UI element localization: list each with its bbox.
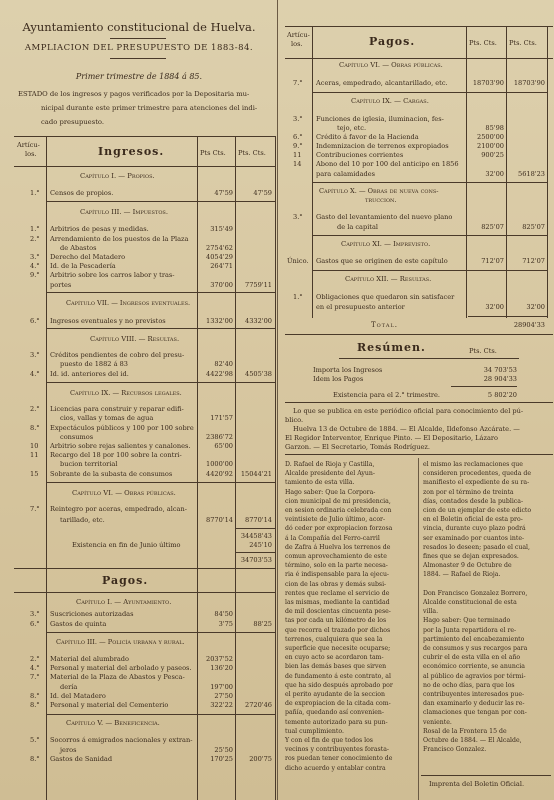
printer-imprint: Imprenta del Boletin Oficial.: [429, 780, 525, 788]
edict-line: fines que se dejan expresados.: [423, 553, 519, 560]
intro-line-1: ESTADO de los ingresos y pagos verificados por la Depositaria mu-: [18, 90, 250, 98]
edict-line: Francisco Gonzalez.: [423, 746, 487, 754]
edict-line: económico corriente, se anuncia: [423, 663, 525, 671]
edict-line: Alcalde constitucional de esta: [423, 599, 517, 606]
edict-line: resados lo deseen; pasado el cual,: [423, 543, 531, 551]
edict-line: partimiento del encabezamiento: [423, 635, 525, 643]
pagos-heading: Pagos.: [102, 574, 149, 587]
edict-line: no de ocho días, para que los: [423, 681, 515, 689]
edict-line: villa.: [423, 608, 439, 616]
resumen-heading: Resúmen.: [357, 341, 426, 354]
col-header-pts-1: Pts Cts.: [200, 149, 226, 157]
edict-line: tamiento de esta villa.: [285, 479, 355, 487]
chapter-heading: Capítulo I. — Ayuntamiento.: [76, 598, 172, 606]
edict-line: el mismo las reclamaciones que: [423, 461, 523, 468]
col-header-articulos: Artícu-: [17, 141, 40, 149]
edict-line: á la Compañía del Ferro-carril: [285, 534, 380, 542]
edict-line: cion municipal de mi presidencia,: [285, 497, 391, 505]
edict-line: clamaciones que tengan por con-: [423, 709, 527, 717]
edict-line: terrenos, cualquiera que sea la: [285, 635, 383, 643]
chapter-heading: Capítulo IX. — Recursos legales.: [70, 389, 182, 397]
edict-line: tas por cada un kilómetro de los: [285, 617, 387, 625]
entry-desc: Censos de propios.: [50, 189, 114, 197]
chapter-heading: Capítulo III. — Policía urbana y rural.: [56, 638, 185, 646]
payments-total-label: Total.: [371, 321, 398, 329]
edict-line: vecinos y contribuyentes forasta-: [285, 746, 389, 754]
edict-line: Octubre de 1884. — El Alcalde,: [423, 737, 522, 744]
chapter-heading: Capítulo VII. — Ingresos eventuales.: [66, 299, 191, 307]
title-ornament: [110, 38, 166, 39]
edict-line: en cuyo acto se acordaron tam-: [285, 654, 384, 662]
chapter-heading: Capítulo VI. — Obras públicas.: [339, 61, 443, 69]
budget-subtitle: AMPLIACION DEL PRESUPUESTO DE 1883-84.: [24, 43, 254, 53]
edict-line: Hago saber: Que terminado: [423, 617, 511, 625]
edict-line: ros puedan tener conocimiento de: [285, 755, 393, 763]
edict-line: por la Junta repartidora el re-: [423, 626, 517, 634]
edict-line: cion de un ejemplar de este edicto: [423, 507, 532, 514]
edict-line: vincia, durante cuyo plazo podrá: [423, 525, 526, 533]
edict-line: bien las demás bases que sirven: [285, 663, 387, 671]
trimester-title: Primer trimestre de 1884 á 85.: [75, 72, 203, 81]
table-header-rule: [14, 166, 276, 167]
edict-line: de expropiacion de la citada com-: [285, 700, 391, 708]
edict-line: manifiesto el expediente de su ra-: [423, 479, 530, 487]
edict-line: Don Francisco Gonzalez Borrero,: [423, 589, 528, 597]
edict-line: Alcalde presidente del Ayun-: [285, 470, 375, 478]
edict-line: de Zafra á Huelva los terrenos de: [285, 543, 391, 551]
edict-line: las mismas, mediante la cantidad: [285, 599, 390, 606]
edict-line: contribuyentes interesados pue-: [423, 691, 525, 698]
edict-line: el perito ayudante de la seccion: [285, 691, 385, 698]
col-header-pts-2: Pts. Cts.: [238, 149, 266, 157]
edict-line: en sesion ordinaria celebrada con: [285, 507, 392, 514]
income-total: 34703'53: [240, 556, 272, 564]
chapter-heading: Capítulo XII. — Resultas.: [345, 275, 432, 283]
chapter-heading: Capítulo XI. — Imprevisto.: [341, 240, 431, 248]
income-subtotal: 34458'43: [240, 532, 272, 540]
edict-line: de fundamento á este contrato, al: [285, 672, 391, 680]
edict-line: Hago saber: Que la Corpora-: [285, 488, 376, 496]
edict-line: días, contados desde la publica-: [423, 497, 524, 505]
edict-line: rentes que reclame el servicio de: [285, 589, 390, 597]
subtitle-ornament: [110, 58, 166, 59]
edict-line: de mil doscientas cincuenta pese-: [285, 608, 391, 616]
edict-line: temente autorizado para su pun-: [285, 718, 388, 726]
edict-line: que recorra el trazado por dichos: [285, 626, 391, 634]
edict-line: en el Boletin oficial de esta pro-: [423, 516, 523, 524]
municipality-title: Ayuntamiento constitucional de Huelva.: [22, 20, 256, 34]
edict-line: veintisiete de Julio último, acor-: [285, 516, 386, 524]
edict-line: cion de las obras y demás subsi-: [285, 580, 387, 588]
chapter-heading: Capítulo I. — Propios.: [80, 172, 155, 180]
edict-line: 1884. — Rafael de Rioja.: [423, 571, 501, 579]
edict-line: superficie que necesite ocuparse;: [285, 645, 391, 652]
edict-line: tual cumplimiento.: [285, 727, 344, 735]
right-column: Artícu- los. Pagos. Pts. Cts. Pts. Cts. Capítulo VI. — Obras públicas. 7.° Aceras, empedrado, alcantarillado, etc. 18703'90 18703'90 Capítulo IX. — Cargas. 3.° Funciones de iglesia, iluminacion, fes- tejo, etc. 85'98 6.° Crédito á favor de la Hacienda 2500'00 9.° Indemnizacion de terrenos expropiados 2100'00 11 Contribuciones corrientes 900'25 14 Abono del 10 por 100 del anticipo en 1856 para calamidades 32'00 5618'23 Capítulo X. — Obras de nueva cons- truccion. 3.° Gasto del levantamiento del nuevo plano de la capital 825'07 825'07 Capítulo XI. — Imprevisto. Único. Gastos que se originen de este capítulo 712'07 712'07 Capítulo XII. — Resultas. 1.° Obligaciones que quedaron sin satisfacer en el presupuesto anterior 32'00 32'00 Total. 28904'33 Resúmen. Pts. Cts. Importa los Ingresos 34 703'53 Idem los Pagos 28 904'33 Existencia para el 2.° trimestre. 5 802'20 Lo que se publica en este periódico oficial para conocimiento del pú- blico. Huelva 13 de Octubre de 1884. — El Alcalde, Ildefonso Azcárate. — El Regidor Interventor, Enrique Pinto. — El Depositario, Lázaro Garzon. — El Secretario, Tomás Rodríguez. D. Rafael de Rioja y Castilla, Alcalde presidente del Ayun- tamiento de esta villa. Hago saber: Que la Corpora- cion municipal de mi presidencia, en sesion ordinaria celebrada con veintisiete de Julio último, acor- dó ceder por expropiacion forzosa á la Compañía del Ferro-carril de Zafra á Huelva los terrenos de comun aprovechamiento de este término, solo en la parte necesa- ria é indispensable para la ejecu- cion de las obras y demás subsi- rentes que reclame el servicio de las mismas, mediante la cantidad de mil doscientas cincuenta pese- tas por cada un kilómetro de los que recorra el trazado por dichos terrenos, cualquiera que sea la superficie que necesite ocuparse; en cuyo acto se acordaron tam- bien las demás bases que sirven de fundamento á este contrato, al que ha sido después aprobado por el perito ayudante de la seccion de expropiacion de la citada com- pañía, quedando así convenien- temente autorizado para su pun- tual cumplimiento. Y con el fin de que todos los vecinos y contribuyentes forasta- ros puedan tener conocimiento de dicho acuerdo y entablar contra el mismo las reclamaciones que consideren procedentes, queda de manifiesto el expediente de su ra- zon por el término de treinta días, contados desde la publica- cion de un ejemplar de este edicto en el Boletin oficial de esta pro- vincia, durante cuyo plazo podrá ser examinado por cuantos inte- resados lo deseen; pasado el cual, fines que se dejan expresados. Almonaster 9 de Octubre de 1884. — Rafael de Rioja. Don Francisco Gonzalez Borrero, Alcalde constitucional de esta villa. Hago saber: Que terminado por la Junta repartidora el re- partimiento del encabezamiento de consumos y sus recargos para cubrir el de esta villa en el año económico corriente, se anuncia al público de agravios por térmi- no de ocho días, para que los contribuyentes interesados pue- dan examinarlo y deducir las re- clamaciones que tengan por con- veniente. Rosal de la Frontera 15 de Octubre de 1884. — El Alcalde, Francisco Gonzalez. Imprenta del Boletin Oficial.: [279, 0, 554, 800]
col-header-ingresos: Ingresos.: [98, 145, 165, 158]
edict-line: de consumos y sus recargos para: [423, 645, 528, 652]
edict-line: dan examinarlo y deducir las re-: [423, 700, 525, 708]
edict-line: pañía, quedando así convenien-: [285, 709, 384, 717]
edict-line: ria é indispensable para la ejecu-: [285, 571, 390, 579]
chapter-heading: Capítulo IX. — Cargas.: [351, 97, 429, 105]
edict-line: Y con el fin de que todos los: [285, 737, 373, 744]
chapter-heading: Capítulo VI. — Obras públicas.: [72, 489, 176, 497]
edict-line: dicho acuerdo y entablar contra: [285, 764, 386, 772]
edict-line: D. Rafael de Rioja y Castilla,: [285, 461, 375, 468]
edict-line: ser examinado por cuantos inte-: [423, 534, 525, 542]
edict-line: comun aprovechamiento de este: [285, 553, 387, 560]
edict-line: zon por el término de treinta: [423, 488, 514, 496]
left-column: Ayuntamiento constitucional de Huelva. AMPLIACION DEL PRESUPUESTO DE 1883-84. Primer trimestre de 1884 á 85. ESTADO de los ingresos y pagos verificados por la Depositaria mu- nicipal durante este primer trimestre para atenciones del indi- cado presupuesto. Artícu- los. Ingresos. Pts Cts. Pts. Cts. Capítulo I. — Propios. 1.° Censos de propios. 47'59 47'59 Capítulo III. — Impuestos. 1.° Arbitrios de pesas y medidas. 315'49 2.° Arrendamiento de los puestos de la Plaza de Abastos 2754'62 3.° Derecho del Matadero 4054'29 4.° Id. de la Pescadería 264'71 9.° Arbitrio sobre los carros labor y tras- portes 370'00 7759'11 Capítulo VII. — Ingresos eventuales. 6.° Ingresos eventuales y no previstos 1332'00 4332'00 Capítulo VIII. — Resultas. 3.° Créditos pendientes de cobro del presu- puesto de 1882 á 83 82'40 4.° Id. id. anteriores del id. 4422'98 4505'38 Capítulo IX. — Recursos legales. 2.° Licencias para construir y reparar edifi- cios, vallas y tomas de agua 171'57 8.° Expectáculos públicos y 100 por 100 sobre consumos 2386'72 10 Arbitrio sobre rejas salientes y canalones. 65'00 11 Recargo del 18 por 100 sobre la contri- bucion territorial 1000'00 15 Sobrante de la subasta de consumos 4420'92 15044'21 Capítulo VI. — Obras públicas. 7.° Reintegro por aceras, empedrado, alcan- tarillado, etc. 8770'14 8770'14 34458'43 Existencia en fin de Junio último 245'10 34703'53 Pagos. Capítulo I. — Ayuntamiento. 3.° Suscriciones autorizadas 84'50 6.° Gastos de quinta 3'75 88'25 Capítulo III. — Policía urbana y rural. 2.° Material del alumbrado 2037'52 4.° Personal y material del arbolado y paseos. 136'20 7.° Material de la Plaza de Abastos y Pesca- dería 197'00 8.° Id. del Matadero 27'50 8.° Personal y material del Cementerio 322'22 2720'46 Capítulo V. — Beneficencia. 5.° Socorros á emigrados nacionales y extran- jeros 25'50 8.° Gastos de Sanidad 170'25 200'75: [0, 0, 278, 800]
pagos-heading: Pagos.: [369, 35, 416, 48]
edict-line: cubrir el de esta villa en el año: [423, 654, 521, 662]
edict-line: al público de agravios por térmi-: [423, 672, 526, 680]
chapter-heading: Capítulo V. — Beneficencia.: [66, 719, 160, 727]
edict-line: veniente.: [423, 718, 452, 726]
chapter-heading: Capítulo III. — Impuestos.: [80, 208, 169, 216]
edict-line: Rosal de la Frontera 15 de: [423, 727, 507, 735]
edict-line: que ha sido después aprobado por: [285, 681, 393, 689]
edict-line: dó ceder por expropiacion forzosa: [285, 525, 393, 533]
existence-label: Existencia en fin de Junio último: [72, 541, 181, 549]
table-top-rule: [14, 136, 276, 137]
intro-line-3: cado presupuesto.: [41, 118, 105, 126]
edict-line: término, solo en la parte necesa-: [285, 562, 388, 570]
edict-line: consideren procedentes, queda de: [423, 470, 532, 478]
intro-line-2: nicipal durante este primer trimestre para atenciones del indi-: [41, 104, 258, 112]
edict-line: Almonaster 9 de Octubre de: [423, 562, 512, 570]
payments-total: 28904'33: [513, 321, 545, 329]
chapter-heading: Capítulo VIII. — Resultas.: [90, 335, 180, 343]
chapter-heading: Capítulo X. — Obras de nueva cons-: [319, 187, 439, 195]
